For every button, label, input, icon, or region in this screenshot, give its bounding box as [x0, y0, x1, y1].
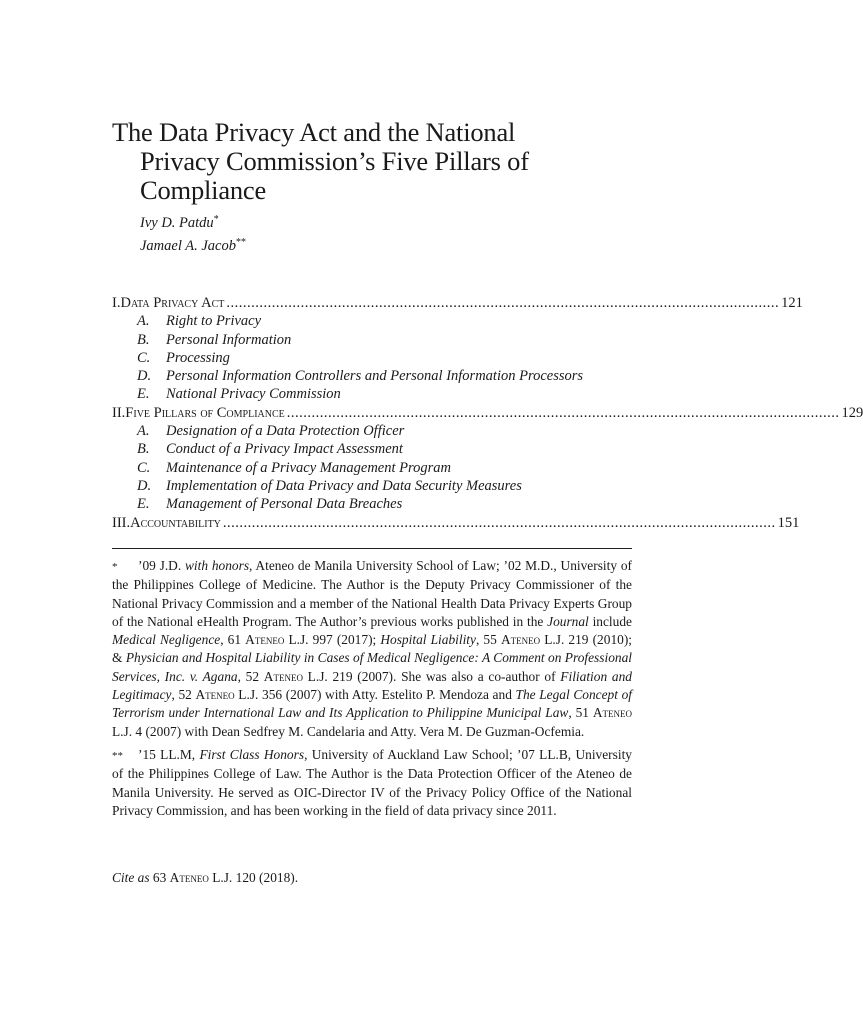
title-line-1: The Data Privacy Act and the National [112, 117, 516, 147]
cite-text: 63 [149, 870, 170, 885]
toc-subsection [112, 349, 610, 367]
toc-subsection-letter: B. [137, 331, 150, 348]
toc-subsection-letter: C. [137, 459, 151, 476]
toc-subsection-letter: C. [137, 349, 151, 366]
footnote-text: include [588, 613, 632, 629]
toc-subsection-letter: D. [137, 477, 152, 494]
footnote-text: ’15 LL.M, [138, 746, 200, 762]
footnote-italic: Physician and Hospital Liability in Cases of Medical Negligence: A Comment on Professional Services, Inc. v. Agana [112, 650, 633, 684]
footnote-italic: with honors [184, 558, 250, 573]
footnote-italic: Medical Negligence [112, 632, 221, 648]
footnote-italic: The Legal Concept of Terrorism under International Law and Its Application to Philippine Municipal Law [112, 687, 633, 721]
title-line-2: Privacy Commission’s Five Pillars of [140, 146, 529, 176]
toc-section [112, 514, 800, 532]
toc-leader-dots: ...................................................................................................................................... [286, 404, 840, 421]
footnote-text: , Ateneo de Manila University School of Law; ’02 M.D., University of the Philippines College of Medicine. The Author is the Deputy Privacy Commissioner of the National Privacy Commission and a member of the National Health Data Privacy Experts Group of the National eHealth Program. The Author’s previous works published in the [112, 558, 632, 629]
footnote-text: , 55 [475, 632, 501, 648]
footnotes [112, 557, 632, 825]
toc-subsection [112, 312, 610, 330]
toc-subsection [112, 422, 610, 440]
toc-subsection [112, 385, 610, 403]
toc-section-number: III. [112, 514, 131, 531]
footnote-marker: ** [112, 749, 123, 762]
toc-section-number: II. [112, 404, 126, 421]
toc-page-number: 129 [841, 404, 863, 421]
toc-section-number: I. [112, 295, 121, 311]
author-list [140, 210, 246, 256]
footnote-text: , University of Auckland Law School; ’07 LL.B, University of the Philippines College of Law. The Author is the Data Protection Officer of the Ateneo de Manila University. He served as OIC-Director IV of the Privacy Policy Office of the National Privacy Commission, and has been working in the field of data privacy since 2011. [112, 746, 632, 818]
footnote-italic: Hospital Liability [380, 632, 476, 648]
cite-label: Cite as [112, 870, 150, 885]
toc-leader-dots: ...................................................................................................................................... [222, 514, 776, 531]
journal-name: Ateneo [169, 870, 209, 885]
toc-subsection-title: Personal Information [166, 331, 292, 348]
footnote-text: ’09 J.D. [138, 558, 185, 573]
footnote-marker: * [213, 214, 219, 225]
toc-section-title: Five Pillars of Compliance [125, 404, 285, 421]
footnote-text: L.J. 4 (2007) with Dean Sedfrey M. Candelaria and Atty. Vera M. De Guzman-Ocfemia. [112, 723, 585, 739]
footnote-italic: First Class Honors [199, 746, 305, 762]
footnote-1 [112, 557, 632, 741]
toc-subsection-letter: D. [137, 368, 152, 385]
toc-subsection-title: Conduct of a Privacy Impact Assessment [166, 441, 403, 458]
toc-subsection-letter: B. [137, 441, 150, 458]
toc-section-title: Accountability [130, 514, 221, 531]
journal-name: Ateneo [500, 632, 541, 648]
footnote-italic: Filiation and Legitimacy [112, 668, 632, 703]
toc-subsection-letter: A. [137, 423, 150, 440]
footnote-divider [112, 548, 632, 549]
toc-subsection-title: National Privacy Commission [166, 386, 341, 403]
toc-page-number: 151 [777, 514, 800, 531]
footnote-text: L.J. 219 (2010); & [112, 632, 633, 666]
author-1 [140, 210, 246, 233]
toc-subsection [112, 367, 610, 385]
author-name: Jamael A. Jacob [140, 238, 236, 254]
toc-subsection-title: Implementation of Data Privacy and Data Security Measures [166, 477, 522, 494]
toc-subsection [112, 440, 610, 458]
toc-subsection [112, 331, 610, 349]
toc-section-title: Data Privacy Act [120, 295, 225, 311]
article-title [112, 118, 632, 205]
toc-leader-dots: ...................................................................................................................................... [226, 295, 780, 311]
footnote-text: L.J. 997 (2017); [284, 632, 381, 648]
journal-name: Ateneo [245, 632, 285, 648]
toc-section [112, 294, 803, 312]
toc-subsection-title: Management of Personal Data Breaches [166, 496, 403, 513]
cite-text: L.J. 120 (2018). [208, 870, 299, 885]
footnote-marker: * [112, 561, 118, 573]
author-name: Ivy D. Patdu [140, 215, 214, 231]
footnote-italic: Journal [547, 613, 589, 629]
toc-subsection-letter: E. [137, 386, 150, 403]
title-line-3: Compliance [140, 175, 267, 205]
toc-subsection-letter: A. [137, 313, 150, 330]
journal-name: Ateneo [195, 687, 235, 703]
toc-subsection [112, 495, 610, 513]
author-2 [140, 233, 246, 256]
toc-subsection [112, 459, 610, 477]
toc-subsection [112, 477, 610, 495]
toc-subsection-title: Right to Privacy [166, 313, 262, 330]
toc-page-number: 121 [781, 295, 803, 311]
footnote-text: , 52 [171, 687, 196, 703]
footnote-text: , 51 [568, 705, 593, 721]
journal-name: Ateneo [592, 705, 632, 721]
journal-name: Ateneo [263, 668, 303, 684]
footnote-text: , 61 [220, 632, 246, 648]
footnote-text: L.J. 356 (2007) with Atty. Estelito P. Mendoza and [234, 687, 516, 703]
toc-section [112, 404, 863, 422]
footnote-marker: ** [235, 237, 246, 248]
citation-line [112, 869, 298, 887]
toc-subsection-title: Maintenance of a Privacy Management Program [166, 459, 451, 476]
toc-subsection-letter: E. [137, 496, 150, 513]
toc-subsection-title: Processing [166, 349, 230, 366]
footnote-2 [112, 746, 632, 820]
toc-subsection-title: Designation of a Data Protection Officer [166, 423, 405, 440]
footnote-text: , 52 [237, 668, 264, 684]
table-of-contents [112, 294, 863, 532]
toc-subsection-title: Personal Information Controllers and Personal Information Processors [166, 368, 584, 385]
footnote-text: L.J. 219 (2007). She was also a co-author of [302, 668, 561, 684]
